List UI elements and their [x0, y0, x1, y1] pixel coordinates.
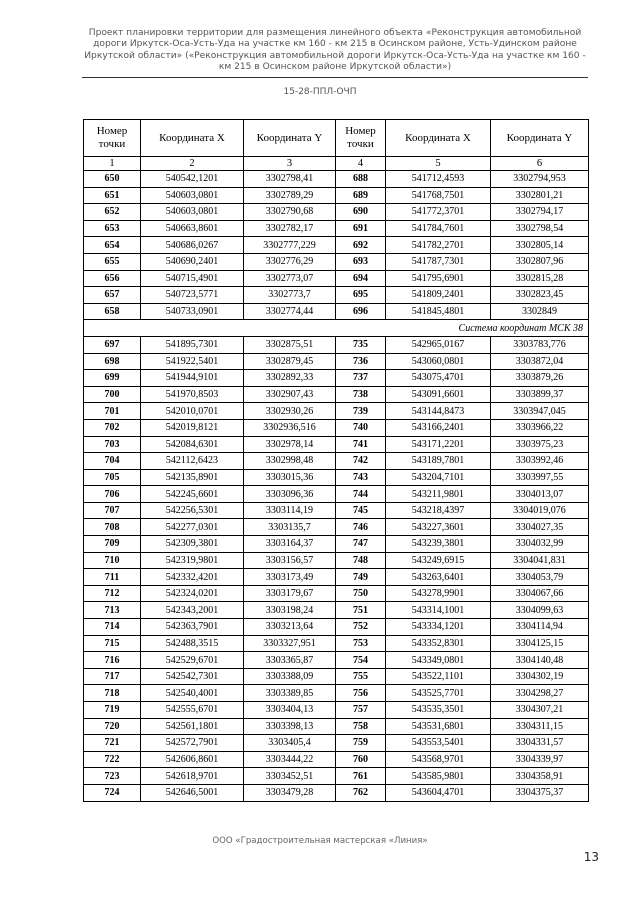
coordinate-y-cell: 3303198,24 [244, 602, 336, 619]
coordinate-y-cell: 3302875,51 [244, 336, 336, 353]
coordinate-x-cell: 543535,3501 [386, 702, 491, 719]
point-number-cell: 704 [84, 453, 141, 470]
coordinate-x-cell: 542112,6423 [141, 453, 244, 470]
coordinate-x-cell: 543166,2401 [386, 419, 491, 436]
table-row [84, 436, 589, 453]
coordinate-x-cell: 543263,6401 [386, 569, 491, 586]
coordinate-x-cell: 543227,3601 [386, 519, 491, 536]
point-number-cell: 715 [84, 635, 141, 652]
coordinate-x-cell: 542540,4001 [141, 685, 244, 702]
coordinate-y-cell: 3302998,48 [244, 453, 336, 470]
coordinate-y-cell: 3302774,44 [244, 303, 336, 320]
point-number-cell: 691 [336, 220, 386, 237]
coordinate-y-cell: 3303164,37 [244, 536, 336, 553]
coordinate-x-cell: 543239,3801 [386, 536, 491, 553]
coordinate-x-cell: 542019,8121 [141, 419, 244, 436]
coordinate-y-cell: 3304140,48 [491, 652, 589, 669]
table-row [84, 702, 589, 719]
point-number-cell: 651 [84, 187, 141, 204]
point-number-cell: 708 [84, 519, 141, 536]
coordinate-y-cell: 3304298,27 [491, 685, 589, 702]
point-number-cell: 693 [336, 253, 386, 270]
point-number-cell: 750 [336, 585, 386, 602]
coordinate-x-cell: 542488,3515 [141, 635, 244, 652]
point-number-cell: 741 [336, 436, 386, 453]
footer-company: ООО «Градостроительная мастерская «Линия» [212, 836, 428, 846]
coordinate-y-cell: 3303114,19 [244, 502, 336, 519]
table-row [84, 619, 589, 636]
table-row [84, 685, 589, 702]
table-row [84, 652, 589, 669]
table-row [84, 519, 589, 536]
column-number: 5 [386, 157, 491, 171]
point-number-cell: 652 [84, 204, 141, 221]
coordinate-y-cell: 3302892,33 [244, 370, 336, 387]
coordinate-x-cell: 542309,3801 [141, 536, 244, 553]
coordinate-y-cell: 3302930,26 [244, 403, 336, 420]
table-row [84, 403, 589, 420]
point-number-cell: 692 [336, 237, 386, 254]
table-row [84, 171, 589, 188]
coordinate-x-cell: 543075,4701 [386, 370, 491, 387]
column-number: 2 [141, 157, 244, 171]
coordinate-x-cell: 543352,8301 [386, 635, 491, 652]
coordinate-y-cell: 3303879,26 [491, 370, 589, 387]
point-number-cell: 752 [336, 619, 386, 636]
point-number-cell: 657 [84, 287, 141, 304]
table-row [84, 718, 589, 735]
point-number-cell: 742 [336, 453, 386, 470]
table-row [84, 187, 589, 204]
point-number-cell: 758 [336, 718, 386, 735]
table-row [84, 536, 589, 553]
header-coordinate-y-2: Координата Y [491, 120, 589, 157]
point-number-cell: 694 [336, 270, 386, 287]
table-row [84, 784, 589, 801]
coordinate-y-cell: 3303452,51 [244, 768, 336, 785]
coordinate-x-cell: 542135,8901 [141, 469, 244, 486]
point-number-cell: 735 [336, 336, 386, 353]
point-number-cell: 754 [336, 652, 386, 669]
coordinate-x-cell: 541784,7601 [386, 220, 491, 237]
coordinate-y-cell: 3302794,17 [491, 204, 589, 221]
point-number-cell: 714 [84, 619, 141, 636]
coordinate-y-cell: 3302807,96 [491, 253, 589, 270]
coordinate-x-cell: 543189,7801 [386, 453, 491, 470]
table-row [84, 486, 589, 503]
point-number-cell: 688 [336, 171, 386, 188]
coordinate-system-row [84, 320, 589, 337]
point-number-cell: 724 [84, 784, 141, 801]
table-row [84, 220, 589, 237]
coordinate-x-cell: 543568,9701 [386, 751, 491, 768]
point-number-cell: 705 [84, 469, 141, 486]
table-row [84, 635, 589, 652]
coordinate-x-cell: 542618,9701 [141, 768, 244, 785]
header-point-number-1: Номер точки [84, 120, 141, 157]
coordinate-x-cell: 541768,7501 [386, 187, 491, 204]
coordinate-x-cell: 540686,0267 [141, 237, 244, 254]
coordinate-y-cell: 3303404,13 [244, 702, 336, 719]
coordinate-x-cell: 540690,2401 [141, 253, 244, 270]
coordinate-x-cell: 542332,4201 [141, 569, 244, 586]
table-row [84, 768, 589, 785]
table-row [84, 668, 589, 685]
coordinate-y-cell: 3302805,14 [491, 237, 589, 254]
coordinate-x-cell: 541895,7301 [141, 336, 244, 353]
coordinate-x-cell: 543204,7101 [386, 469, 491, 486]
coordinate-y-cell: 3303179,67 [244, 585, 336, 602]
table-row [84, 336, 589, 353]
point-number-cell: 712 [84, 585, 141, 602]
point-number-cell: 656 [84, 270, 141, 287]
coordinate-x-cell: 542965,0167 [386, 336, 491, 353]
coordinate-x-cell: 542319,9801 [141, 552, 244, 569]
coordinate-x-cell: 543314,1001 [386, 602, 491, 619]
coordinate-x-cell: 541787,7301 [386, 253, 491, 270]
point-number-cell: 740 [336, 419, 386, 436]
coordinate-y-cell: 3302777,229 [244, 237, 336, 254]
coordinate-x-cell: 543091,6601 [386, 386, 491, 403]
coordinate-x-cell: 543553,5401 [386, 735, 491, 752]
coordinate-y-cell: 3303444,22 [244, 751, 336, 768]
header-coordinate-x-1: Координата X [141, 120, 244, 157]
table-row [84, 552, 589, 569]
coordinate-y-cell: 3304375,37 [491, 784, 589, 801]
point-number-cell: 722 [84, 751, 141, 768]
point-number-cell: 761 [336, 768, 386, 785]
coordinate-y-cell: 3303872,04 [491, 353, 589, 370]
table-row [84, 386, 589, 403]
coordinate-y-cell: 3303135,7 [244, 519, 336, 536]
coordinate-x-cell: 543218,4397 [386, 502, 491, 519]
point-number-cell: 738 [336, 386, 386, 403]
point-number-cell: 658 [84, 303, 141, 320]
table-header-row [84, 120, 589, 157]
coordinate-x-cell: 542245,6601 [141, 486, 244, 503]
table-row [84, 453, 589, 470]
coordinate-y-cell: 3302936,516 [244, 419, 336, 436]
header-divider [82, 77, 588, 78]
column-number: 3 [244, 157, 336, 171]
coordinate-y-cell: 3304331,57 [491, 735, 589, 752]
coordinate-y-cell: 3302794,953 [491, 171, 589, 188]
coordinate-x-cell: 541795,6901 [386, 270, 491, 287]
point-number-cell: 753 [336, 635, 386, 652]
coordinate-x-cell: 543144,8473 [386, 403, 491, 420]
coordinate-y-cell: 3302776,29 [244, 253, 336, 270]
point-number-cell: 743 [336, 469, 386, 486]
coordinate-y-cell: 3303365,87 [244, 652, 336, 669]
coordinate-y-cell: 3304041,831 [491, 552, 589, 569]
coordinate-x-cell: 541772,3701 [386, 204, 491, 221]
table-row [84, 353, 589, 370]
point-number-cell: 755 [336, 668, 386, 685]
point-number-cell: 703 [84, 436, 141, 453]
table-row [84, 270, 589, 287]
point-number-cell: 707 [84, 502, 141, 519]
coordinate-x-cell: 543522,1101 [386, 668, 491, 685]
page-number: 13 [583, 850, 599, 864]
coordinate-x-cell: 542542,7301 [141, 668, 244, 685]
coordinate-y-cell: 3303015,36 [244, 469, 336, 486]
column-number: 4 [336, 157, 386, 171]
coordinate-y-cell: 3302782,17 [244, 220, 336, 237]
coordinate-y-cell: 3304307,21 [491, 702, 589, 719]
point-number-cell: 701 [84, 403, 141, 420]
coordinate-x-cell: 540715,4901 [141, 270, 244, 287]
coordinate-y-cell: 3302823,45 [491, 287, 589, 304]
coordinate-y-cell: 3303398,13 [244, 718, 336, 735]
coordinate-x-cell: 542529,6701 [141, 652, 244, 669]
coordinate-x-cell: 541944,9101 [141, 370, 244, 387]
point-number-cell: 710 [84, 552, 141, 569]
point-number-cell: 713 [84, 602, 141, 619]
coordinate-y-cell: 3303783,776 [491, 336, 589, 353]
point-number-cell: 745 [336, 502, 386, 519]
coordinate-y-cell: 3303213,64 [244, 619, 336, 636]
table-row [84, 370, 589, 387]
point-number-cell: 697 [84, 336, 141, 353]
coordinate-y-cell: 3303899,37 [491, 386, 589, 403]
coordinate-y-cell: 3303997,55 [491, 469, 589, 486]
table-row [84, 602, 589, 619]
point-number-cell: 748 [336, 552, 386, 569]
coordinate-y-cell: 3302849 [491, 303, 589, 320]
point-number-cell: 762 [336, 784, 386, 801]
point-number-cell: 720 [84, 718, 141, 735]
table-row [84, 469, 589, 486]
point-number-cell: 759 [336, 735, 386, 752]
coordinate-x-cell: 541845,4801 [386, 303, 491, 320]
coordinate-y-cell: 3302815,28 [491, 270, 589, 287]
point-number-cell: 702 [84, 419, 141, 436]
coordinate-x-cell: 543531,6801 [386, 718, 491, 735]
point-number-cell: 700 [84, 386, 141, 403]
point-number-cell: 653 [84, 220, 141, 237]
coordinate-x-cell: 543585,9801 [386, 768, 491, 785]
table-row [84, 303, 589, 320]
coordinate-x-cell: 542606,8601 [141, 751, 244, 768]
point-number-cell: 718 [84, 685, 141, 702]
coordinate-y-cell: 3302907,43 [244, 386, 336, 403]
table-row [84, 502, 589, 519]
point-number-cell: 721 [84, 735, 141, 752]
coordinate-y-cell: 3303327,951 [244, 635, 336, 652]
point-number-cell: 650 [84, 171, 141, 188]
point-number-cell: 747 [336, 536, 386, 553]
coordinate-x-cell: 543060,0801 [386, 353, 491, 370]
coordinate-y-cell: 3303096,36 [244, 486, 336, 503]
coordinate-y-cell: 3304067,66 [491, 585, 589, 602]
coordinate-x-cell: 541712,4593 [386, 171, 491, 188]
coordinate-y-cell: 3304032,99 [491, 536, 589, 553]
coordinate-y-cell: 3304114,94 [491, 619, 589, 636]
coordinate-y-cell: 3302879,45 [244, 353, 336, 370]
header-point-number-2: Номер точки [336, 120, 386, 157]
coordinate-x-cell: 542363,7901 [141, 619, 244, 636]
header-coordinate-x-2: Координата X [386, 120, 491, 157]
point-number-cell: 751 [336, 602, 386, 619]
coordinate-y-cell: 3304027,35 [491, 519, 589, 536]
coordinate-x-cell: 542256,5301 [141, 502, 244, 519]
point-number-cell: 739 [336, 403, 386, 420]
coordinate-y-cell: 3303975,23 [491, 436, 589, 453]
point-number-cell: 737 [336, 370, 386, 387]
coordinate-y-cell: 3302801,21 [491, 187, 589, 204]
coordinate-x-cell: 542277,0301 [141, 519, 244, 536]
coordinate-x-cell: 540733,0901 [141, 303, 244, 320]
coordinate-x-cell: 542324,0201 [141, 585, 244, 602]
coordinate-x-cell: 542555,6701 [141, 702, 244, 719]
coordinate-y-cell: 3302798,54 [491, 220, 589, 237]
point-number-cell: 709 [84, 536, 141, 553]
point-number-cell: 749 [336, 569, 386, 586]
coordinate-y-cell: 3302789,29 [244, 187, 336, 204]
coordinate-y-cell: 3303388,09 [244, 668, 336, 685]
coordinate-x-cell: 542646,5001 [141, 784, 244, 801]
coordinate-y-cell: 3302798,41 [244, 171, 336, 188]
point-number-cell: 736 [336, 353, 386, 370]
coordinate-y-cell: 3302790,68 [244, 204, 336, 221]
document-code: 15-28-ППЛ-ОЧП [283, 87, 357, 97]
coordinate-x-cell: 540723,5771 [141, 287, 244, 304]
coordinate-x-cell: 541782,2701 [386, 237, 491, 254]
point-number-cell: 760 [336, 751, 386, 768]
coordinate-x-cell: 541922,5401 [141, 353, 244, 370]
coordinate-x-cell: 543249,6915 [386, 552, 491, 569]
point-number-cell: 706 [84, 486, 141, 503]
table-row [84, 585, 589, 602]
coordinate-y-cell: 3304358,91 [491, 768, 589, 785]
point-number-cell: 695 [336, 287, 386, 304]
table-row [84, 253, 589, 270]
coordinate-x-cell: 542561,1801 [141, 718, 244, 735]
coordinate-x-cell: 542572,7901 [141, 735, 244, 752]
coordinate-y-cell: 3304019,076 [491, 502, 589, 519]
column-numbers-row [84, 157, 589, 171]
coordinate-x-cell: 543349,0801 [386, 652, 491, 669]
table-row [84, 569, 589, 586]
table-row [84, 419, 589, 436]
point-number-cell: 696 [336, 303, 386, 320]
table-row [84, 735, 589, 752]
point-number-cell: 719 [84, 702, 141, 719]
coordinate-x-cell: 541809,2401 [386, 287, 491, 304]
table-row [84, 287, 589, 304]
coordinates-table [83, 119, 589, 802]
coordinate-x-cell: 543171,2201 [386, 436, 491, 453]
point-number-cell: 654 [84, 237, 141, 254]
coordinate-y-cell: 3304125,15 [491, 635, 589, 652]
coordinate-y-cell: 3304053,79 [491, 569, 589, 586]
point-number-cell: 698 [84, 353, 141, 370]
point-number-cell: 711 [84, 569, 141, 586]
coordinate-x-cell: 543334,1201 [386, 619, 491, 636]
column-number: 6 [491, 157, 589, 171]
coordinate-y-cell: 3303992,46 [491, 453, 589, 470]
coordinate-y-cell: 3303173,49 [244, 569, 336, 586]
coordinate-x-cell: 541970,8503 [141, 386, 244, 403]
coordinate-y-cell: 3304302,19 [491, 668, 589, 685]
coordinate-x-cell: 542010,0701 [141, 403, 244, 420]
point-number-cell: 746 [336, 519, 386, 536]
coordinate-x-cell: 540603,0801 [141, 187, 244, 204]
coordinate-y-cell: 3302773,07 [244, 270, 336, 287]
point-number-cell: 689 [336, 187, 386, 204]
point-number-cell: 756 [336, 685, 386, 702]
point-number-cell: 655 [84, 253, 141, 270]
coordinate-y-cell: 3304339,97 [491, 751, 589, 768]
coordinate-y-cell: 3303966,22 [491, 419, 589, 436]
coordinate-y-cell: 3303389,85 [244, 685, 336, 702]
coordinate-x-cell: 543211,9801 [386, 486, 491, 503]
coordinate-x-cell: 543525,7701 [386, 685, 491, 702]
column-number: 1 [84, 157, 141, 171]
coordinate-y-cell: 3303479,28 [244, 784, 336, 801]
point-number-cell: 744 [336, 486, 386, 503]
coordinate-x-cell: 542343,2001 [141, 602, 244, 619]
table-row [84, 751, 589, 768]
table-row [84, 204, 589, 221]
table-row [84, 237, 589, 254]
document-header: Проект планировки территории для размещения линейного объекта «Реконструкция автомобильной дороги Иркутск-Оса-Усть-Уда на участке км 160 - км 215 в Осинском районе, Усть-Удинском районе Иркутской области» («Реконструкция автомобильной дороги Иркутск-Оса-Усть-Уда на участке км 160 - км 215 в Осинском районе Иркутской области») [84, 28, 586, 73]
coordinate-x-cell: 540603,0801 [141, 204, 244, 221]
coordinate-x-cell: 543278,9901 [386, 585, 491, 602]
point-number-cell: 757 [336, 702, 386, 719]
coordinate-y-cell: 3303947,045 [491, 403, 589, 420]
coordinate-x-cell: 542084,6301 [141, 436, 244, 453]
coordinate-y-cell: 3303405,4 [244, 735, 336, 752]
point-number-cell: 690 [336, 204, 386, 221]
coordinate-x-cell: 540542,1201 [141, 171, 244, 188]
coordinate-y-cell: 3304099,63 [491, 602, 589, 619]
coordinate-y-cell: 3302978,14 [244, 436, 336, 453]
header-coordinate-y-1: Координата Y [244, 120, 336, 157]
point-number-cell: 699 [84, 370, 141, 387]
coordinate-x-cell: 543604,4701 [386, 784, 491, 801]
coordinate-y-cell: 3304311,15 [491, 718, 589, 735]
coordinate-y-cell: 3303156,57 [244, 552, 336, 569]
coordinate-x-cell: 540663,8601 [141, 220, 244, 237]
point-number-cell: 716 [84, 652, 141, 669]
point-number-cell: 717 [84, 668, 141, 685]
point-number-cell: 723 [84, 768, 141, 785]
coordinate-system-label: Система координат МСК 38 [84, 320, 589, 337]
coordinate-y-cell: 3304013,07 [491, 486, 589, 503]
coordinate-y-cell: 3302773,7 [244, 287, 336, 304]
